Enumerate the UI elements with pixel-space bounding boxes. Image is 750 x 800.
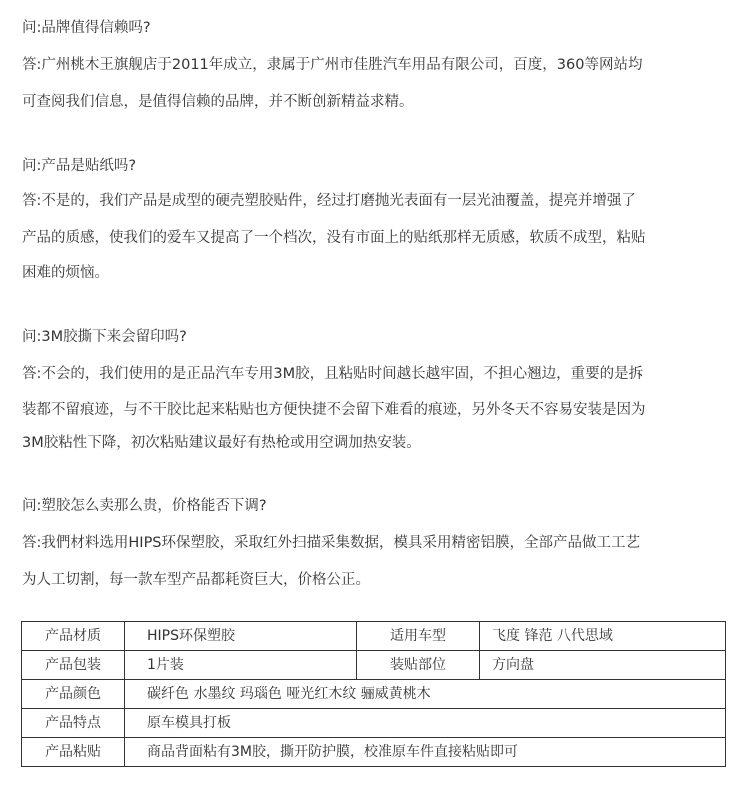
spec-table — [21, 621, 726, 767]
faq-answer-price-line-1: 答:我們材料选用HIPS环保塑胶，采取红外扫描采集数据，模具采用精密铝膜，全部产品做工工艺 — [22, 535, 641, 551]
package-label: 产品包装 — [22, 651, 125, 680]
position-value: 方向盘 — [480, 651, 726, 680]
faq-answer-brand-line-1: 答:广州桃木王旗舰店于2011年成立，隶属于广州市佳胜汽车用品有限公司，百度，360等网站均 — [22, 57, 643, 73]
faq-question-sticker: 问:产品是贴纸吗? — [22, 158, 137, 174]
spec-row-feature — [22, 709, 726, 738]
color-value: 碳纤色 水墨纹 玛瑙色 哑光红木纹 骊威黄桃木 — [125, 680, 726, 709]
feature-label: 产品特点 — [22, 709, 125, 738]
faq-answer-sticker-line-2: 产品的质感，使我们的爱车又提高了一个档次，没有市面上的贴纸那样无质感，软质不成型，粘贴 — [22, 230, 646, 246]
faq-answer-price-line-2: 为人工切割，每一款车型产品都耗资巨大，价格公正。 — [22, 572, 370, 588]
faq-answer-brand-line-2: 可查阅我们信息，是值得信赖的品牌，并不断创新精益求精。 — [22, 94, 414, 110]
faq-answer-sticker-line-1: 答:不是的，我们产品是成型的硬壳塑胶贴件，经过打磨抛光表面有一层光油覆盖，提亮并增强了 — [22, 193, 636, 209]
fit-label: 适用车型 — [357, 622, 480, 651]
spec-row-color — [22, 680, 726, 709]
faq-question-brand: 问:品牌值得信赖吗? — [22, 20, 151, 36]
material-label: 产品材质 — [22, 622, 125, 651]
faq-question-price: 问:塑胶怎么卖那么贵，价格能否下调? — [22, 498, 267, 514]
faq-answer-3m-glue-line-1: 答:不会的，我们使用的是正品汽车专用3M胶，且粘贴时间越长越牢固，不担心翘边，重要的是拆 — [22, 366, 644, 382]
color-label: 产品颜色 — [22, 680, 125, 709]
spec-row-stick — [22, 738, 726, 767]
spec-row-package-position — [22, 651, 726, 680]
material-value: HIPS环保塑胶 — [125, 622, 357, 651]
faq-answer-sticker-line-3: 困难的烦恼。 — [22, 265, 109, 281]
package-value: 1片装 — [125, 651, 357, 680]
position-label: 装贴部位 — [357, 651, 480, 680]
fit-value: 飞度 锋范 八代思域 — [480, 622, 726, 651]
faq-answer-3m-glue-line-2: 装都不留痕迹，与不干胶比起来粘贴也方便快捷不会留下难看的痕迹，另外冬天不容易安装是因为 — [22, 402, 646, 418]
stick-value: 商品背面粘有3M胶，撕开防护膜，校准原车件直接粘贴即可 — [125, 738, 726, 767]
spec-row-material-fit — [22, 622, 726, 651]
faq-answer-3m-glue-line-3: 3M胶粘性下降，初次粘贴建议最好有热枪或用空调加热安装。 — [22, 435, 421, 451]
stick-label: 产品粘贴 — [22, 738, 125, 767]
feature-value: 原车模具打板 — [125, 709, 726, 738]
faq-question-3m-glue: 问:3M胶撕下来会留印吗? — [22, 329, 187, 345]
